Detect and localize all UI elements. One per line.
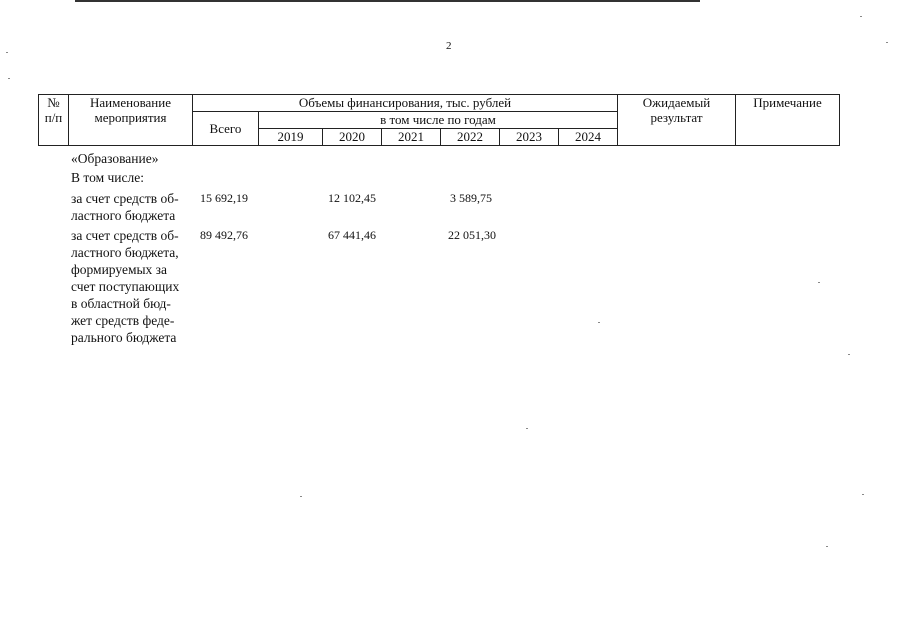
scan-speck: [818, 282, 820, 283]
row-value-2022: 3 589,75: [450, 191, 492, 205]
header-year-2024: 2024: [559, 129, 618, 146]
top-rule: [75, 0, 700, 2]
table-header: [38, 94, 840, 146]
page-number: 2: [446, 40, 452, 52]
row-value-2022: 22 051,30: [448, 228, 496, 242]
header-year-2022: 2022: [441, 129, 500, 146]
header-by-years: в том числе по годам: [259, 112, 618, 129]
row-name: В том числе:: [71, 170, 144, 185]
header-funding: Объемы финансирования, тыс. рублей: [193, 95, 618, 112]
row-name: за счет средств об- ластного бюджета, формируемых за счет поступающих в областной бюд- жет средств феде- рального бюджета: [71, 228, 180, 345]
row-name: за счет средств об- ластного бюджета: [71, 191, 179, 223]
row-value-2020: 67 441,46: [328, 228, 376, 242]
scan-speck: [598, 322, 600, 323]
header-year-2020: 2020: [323, 129, 382, 146]
scan-speck: [848, 354, 850, 355]
header-num: № п/п: [39, 95, 69, 146]
scan-speck: [886, 42, 888, 43]
row-name: «Образование»: [71, 151, 159, 166]
header-year-2019: 2019: [259, 129, 323, 146]
header-year-2023: 2023: [500, 129, 559, 146]
scan-speck: [300, 496, 302, 497]
header-year-2021: 2021: [382, 129, 441, 146]
header-total: Всего: [193, 112, 259, 146]
scan-speck: [860, 16, 862, 17]
header-note: Примечание: [736, 95, 840, 146]
row-value-2020: 12 102,45: [328, 191, 376, 205]
scan-speck: [826, 546, 828, 547]
scan-speck: [862, 494, 864, 495]
header-result: Ожидаемый результат: [618, 95, 736, 146]
scan-speck: [526, 428, 528, 429]
scan-speck: [6, 52, 8, 53]
scan-speck: [8, 78, 10, 79]
funding-table: [38, 94, 840, 146]
row-total: 15 692,19: [200, 191, 248, 205]
row-total: 89 492,76: [200, 228, 248, 242]
header-name: Наименование мероприятия: [69, 95, 193, 146]
